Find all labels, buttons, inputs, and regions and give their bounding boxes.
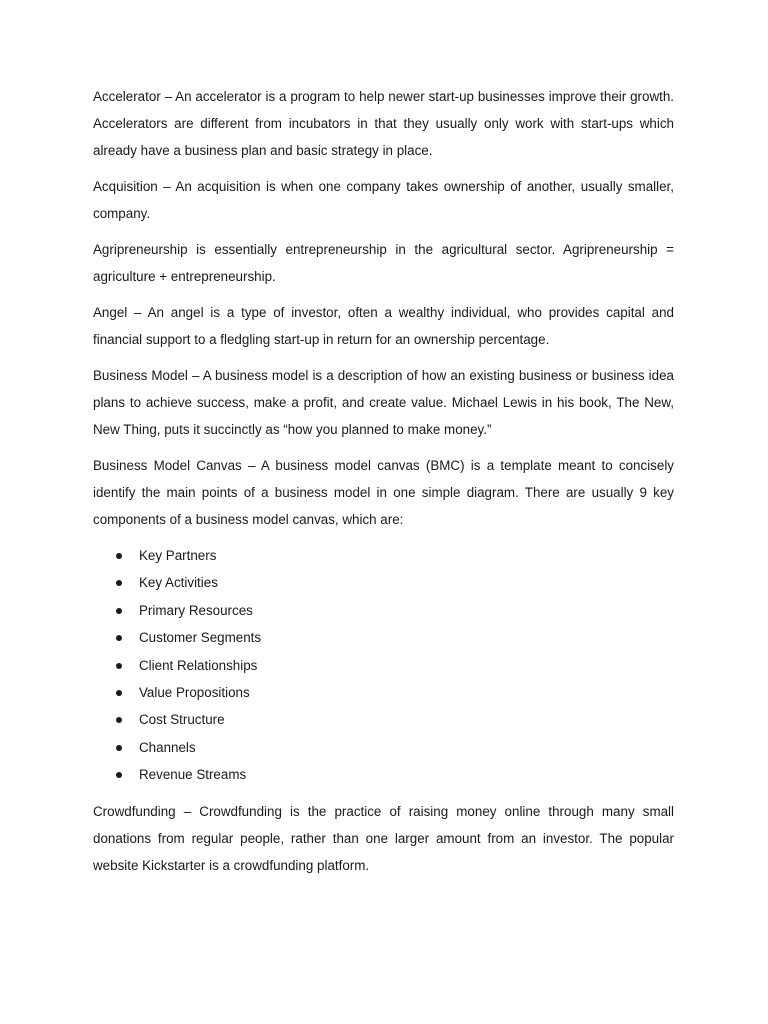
list-item [93, 734, 674, 761]
list-item [93, 569, 674, 596]
bullet-dot-icon [116, 690, 122, 696]
list-item-label: Client Relationships [139, 657, 258, 673]
bullet-dot-icon [116, 745, 122, 751]
list-item-label: Value Propositions [139, 685, 250, 701]
bullet-dot-icon [116, 772, 122, 778]
list-item [93, 542, 674, 569]
list-item-label: Channels [139, 739, 196, 755]
document-body [93, 83, 674, 888]
list-item [93, 761, 674, 788]
definition-agripreneurship: Agripreneurship is essentially entrepreneurship in the agricultural sector. Agripreneurship = agriculture + entrepreneurship. [93, 242, 674, 284]
definition-business-model: Business Model – A business model is a description of how an existing business or business idea plans to achieve success, make a profit, and create value. Michael Lewis in his book, The New, New Thing, puts it succinctly as “how you planned to make money.” [93, 368, 674, 437]
bullet-dot-icon [116, 580, 122, 586]
bmc-components-list [93, 542, 674, 789]
definition-crowdfunding: Crowdfunding – Crowdfunding is the practice of raising money online through many small donations from regular people, rather than one larger amount from an investor. The popular website Kickstarter is a crowdfunding platform. [93, 803, 674, 873]
definition-angel: Angel – An angel is a type of investor, often a wealthy individual, who provides capital and financial support to a fledgling start-up in return for an ownership percentage. [93, 305, 674, 347]
definition-business-model-canvas: Business Model Canvas – A business model canvas (BMC) is a template meant to concisely identify the main points of a business model in one simple diagram. There are usually 9 key components of a business model canvas, which are: [93, 458, 674, 527]
list-item-label: Key Partners [139, 548, 217, 563]
bullet-dot-icon [116, 635, 122, 641]
bullet-dot-icon [116, 608, 122, 614]
list-item-label: Key Activities [139, 575, 218, 591]
list-item-label: Primary Resources [139, 602, 253, 618]
bullet-dot-icon [116, 663, 122, 669]
bullet-dot-icon [116, 717, 122, 723]
list-item [93, 706, 674, 733]
list-item-label: Cost Structure [139, 712, 225, 728]
list-item [93, 597, 674, 624]
list-item-label: Customer Segments [139, 630, 262, 646]
definition-accelerator: Accelerator – An accelerator is a program to help newer start-up businesses improve their growth. Accelerators are different from incubators in that they usually only work with start-ups which already have a business plan and basic strategy in place. [93, 89, 674, 158]
bullet-dot-icon [116, 553, 122, 559]
list-item [93, 652, 674, 679]
list-item-label: Revenue Streams [139, 767, 247, 783]
list-item [93, 679, 674, 706]
list-item [93, 624, 674, 651]
definition-acquisition: Acquisition – An acquisition is when one company takes ownership of another, usually smaller, company. [93, 179, 674, 221]
